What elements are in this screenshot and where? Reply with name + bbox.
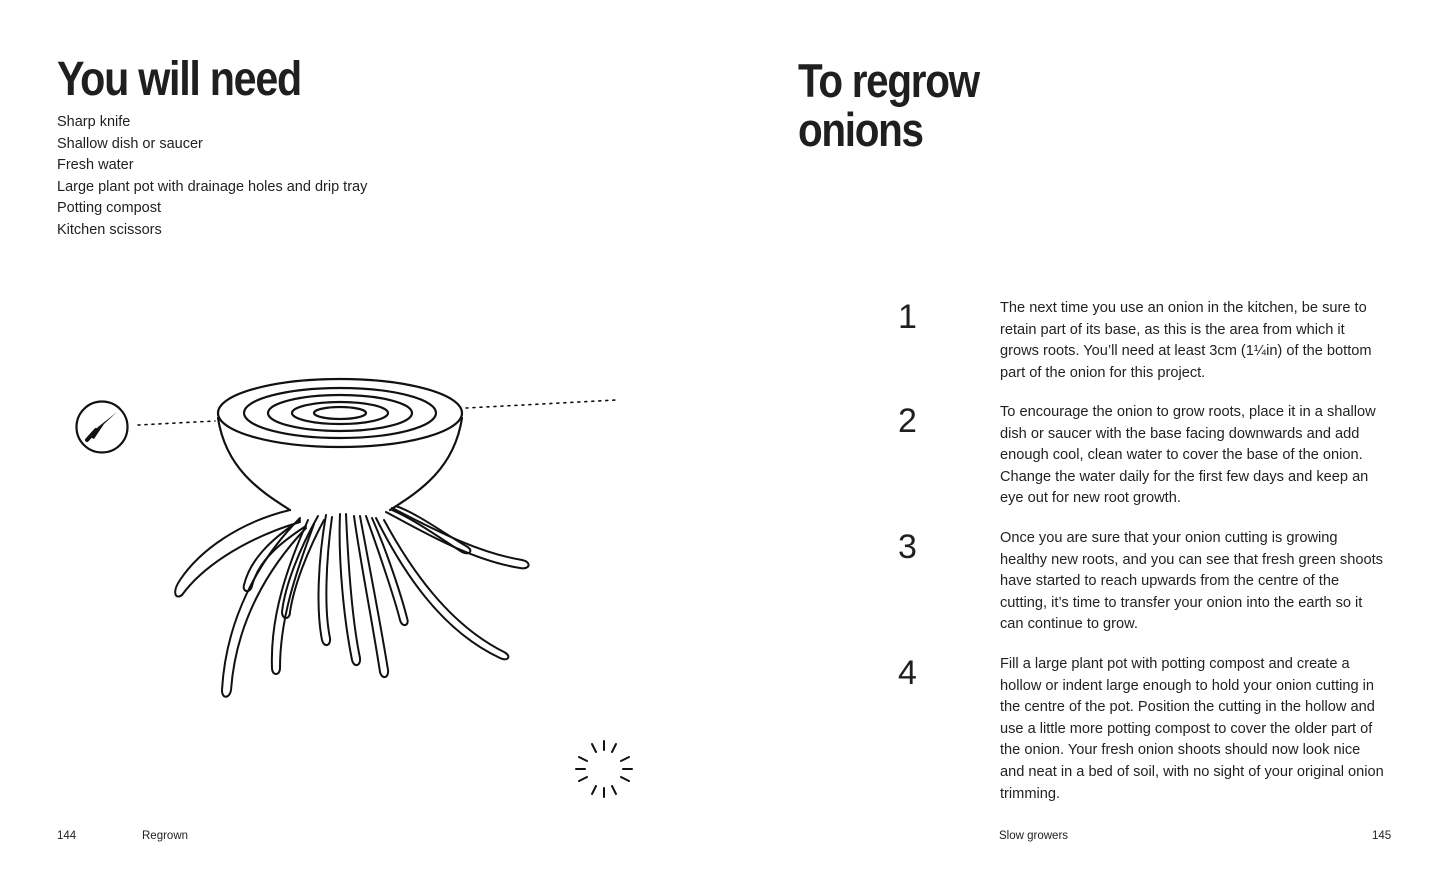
step-text: To encourage the onion to grow roots, place it in a shallow dish or saucer with the base facing downwards and add enough cool, clean water to cover the base of the onion. Change the water daily for the first few days and keep an eye out for new root growth. bbox=[1000, 404, 1376, 507]
list-item: Fresh water bbox=[57, 157, 134, 174]
cut-line-dotted bbox=[138, 400, 616, 425]
list-item: Sharp knife bbox=[57, 114, 131, 130]
running-footer-left: Regrown bbox=[142, 830, 189, 842]
to-regrow-onions-title: To regrow onions bbox=[798, 54, 979, 156]
onion-cutting-illustration bbox=[60, 370, 640, 710]
step-number: 4 bbox=[898, 654, 917, 692]
step-number: 3 bbox=[898, 528, 917, 566]
you-will-need-title: You will need bbox=[57, 53, 301, 106]
step-text: Once you are sure that your onion cutting is growing healthy new roots, and you can see that fresh green shoots have started to reach upwards from the centre of the cutting, it’s time to transfer your onion into the earth so it can continue to grow. bbox=[1000, 530, 1383, 633]
page-number-right: 145 bbox=[1372, 830, 1392, 842]
knife-icon bbox=[77, 402, 128, 453]
step-number: 1 bbox=[898, 298, 917, 336]
step-text: Fill a large plant pot with potting compost and create a hollow or indent large enough to hold your onion cutting in the centre of the pot. Position the cutting in the hollow and use a little more potting compost to cover the older part of the onion. Your fresh onion shoots should now look nice and neat in a bed of soil, with no sight of your original onion trimming. bbox=[1000, 656, 1384, 802]
step-text: The next time you use an onion in the kitchen, be sure to retain part of its base, as this is the area from which it grows roots. You’ll need at least 3cm (1¼in) of the bottom part of the onion for this project. bbox=[1000, 300, 1372, 381]
step-number: 2 bbox=[898, 402, 917, 440]
list-item: Kitchen scissors bbox=[57, 221, 162, 238]
list-item: Shallow dish or saucer bbox=[57, 135, 203, 152]
running-footer-right: Slow growers bbox=[999, 830, 1069, 842]
halved-onion-illustration bbox=[218, 379, 462, 510]
page-number-left: 144 bbox=[57, 830, 77, 842]
onion-roots-illustration bbox=[175, 506, 528, 697]
list-item: Potting compost bbox=[57, 200, 161, 217]
equipment-list bbox=[57, 112, 367, 242]
list-item: Large plant pot with drainage holes and drip tray bbox=[57, 178, 368, 195]
sparkle-icon bbox=[568, 733, 640, 805]
